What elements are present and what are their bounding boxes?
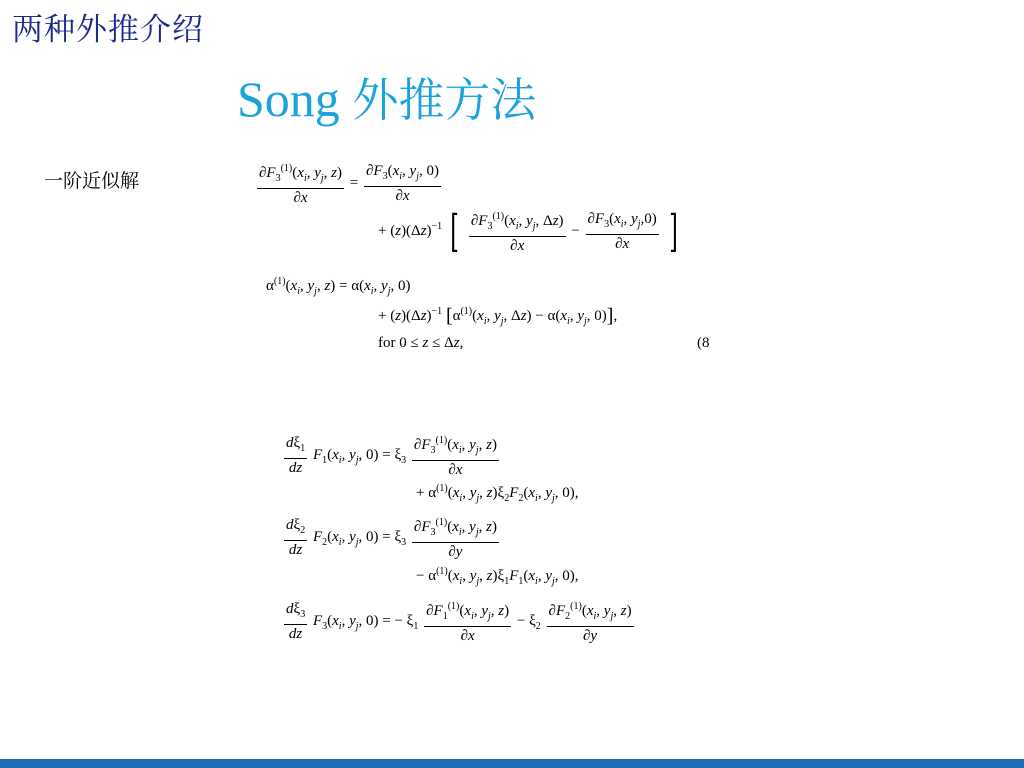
equation-condition: for 0 ≤ z ≤ Δz, <box>378 335 464 351</box>
slide-title-latin: Song <box>237 71 353 127</box>
equation-alpha: $\alpha^{(1)}(x_i$, $y_j$, $z) = \alpha(x_i$, $y_j$, 0) <box>266 276 411 297</box>
equation-alpha-correction: + $(z)(\Delta z)^{-1}$ [$\alpha^{(1)}(x_i$, $y_j$, $\Delta z) - \alpha(x_i$, $y_j$, 0)], <box>378 305 618 327</box>
slide-header-title: 两种外推介绍 <box>12 12 204 48</box>
equation-xi3: $\frac{d\xi_3}{dz}$ $F_3(x_i$, $y_j$, 0) = − $\xi_1$ $\frac{\partial F_1^{(1)}(x_i, y_j, z)}{\partial x}$ − $\xi_2$ $\frac{\partial F_2^{(1)}(x_i, y_j, z)}{\partial y}$ <box>282 598 636 645</box>
equation-xi2-term: − $\alpha^{(1)}(x_i$, $y_j$, $z)\xi_1F_1(x_i$, $y_j$, 0), <box>416 566 579 587</box>
equation-xi1: $\frac{d\xi_1}{dz}$ $F_1(x_i$, $y_j$, $0) = \xi_3$ $\frac{\partial F_3^{(1)}(x_i, y_j, z)}{\partial x}$ <box>282 432 501 479</box>
slide-title <box>237 64 536 130</box>
footer-bar <box>0 759 1024 768</box>
equation-f3-correction: + $(z)(\Delta z)^{-1}$ [ $\frac{\partial F_3^{(1)}(x_i, y_j, \Delta z)}{\partial x}$ − $\frac{\partial F_3(x_i, y_j,0)}{\partial x}$ ] <box>378 205 678 257</box>
equation-number: (8 <box>697 335 710 351</box>
section-label: 一阶近似解 <box>44 170 140 192</box>
equation-xi1-term: + $\alpha^{(1)}(x_i$, $y_j$, $z)\xi_2F_2(x_i$, $y_j$, 0), <box>416 483 579 504</box>
slide-title-cjk: 外推方法 <box>352 73 537 127</box>
equation-f3-gradient: $\frac{\partial F_3^{(1)}(x_i, y_j, z)}{\partial x}$ = $\frac{\partial F_3(x_i, y_j, 0)}{\partial x}$ <box>255 160 443 207</box>
equation-xi2: $\frac{d\xi_2}{dz}$ $F_2(x_i$, $y_j$, $0) = \xi_3$ $\frac{\partial F_3^{(1)}(x_i, y_j, z)}{\partial y}$ <box>282 514 501 561</box>
